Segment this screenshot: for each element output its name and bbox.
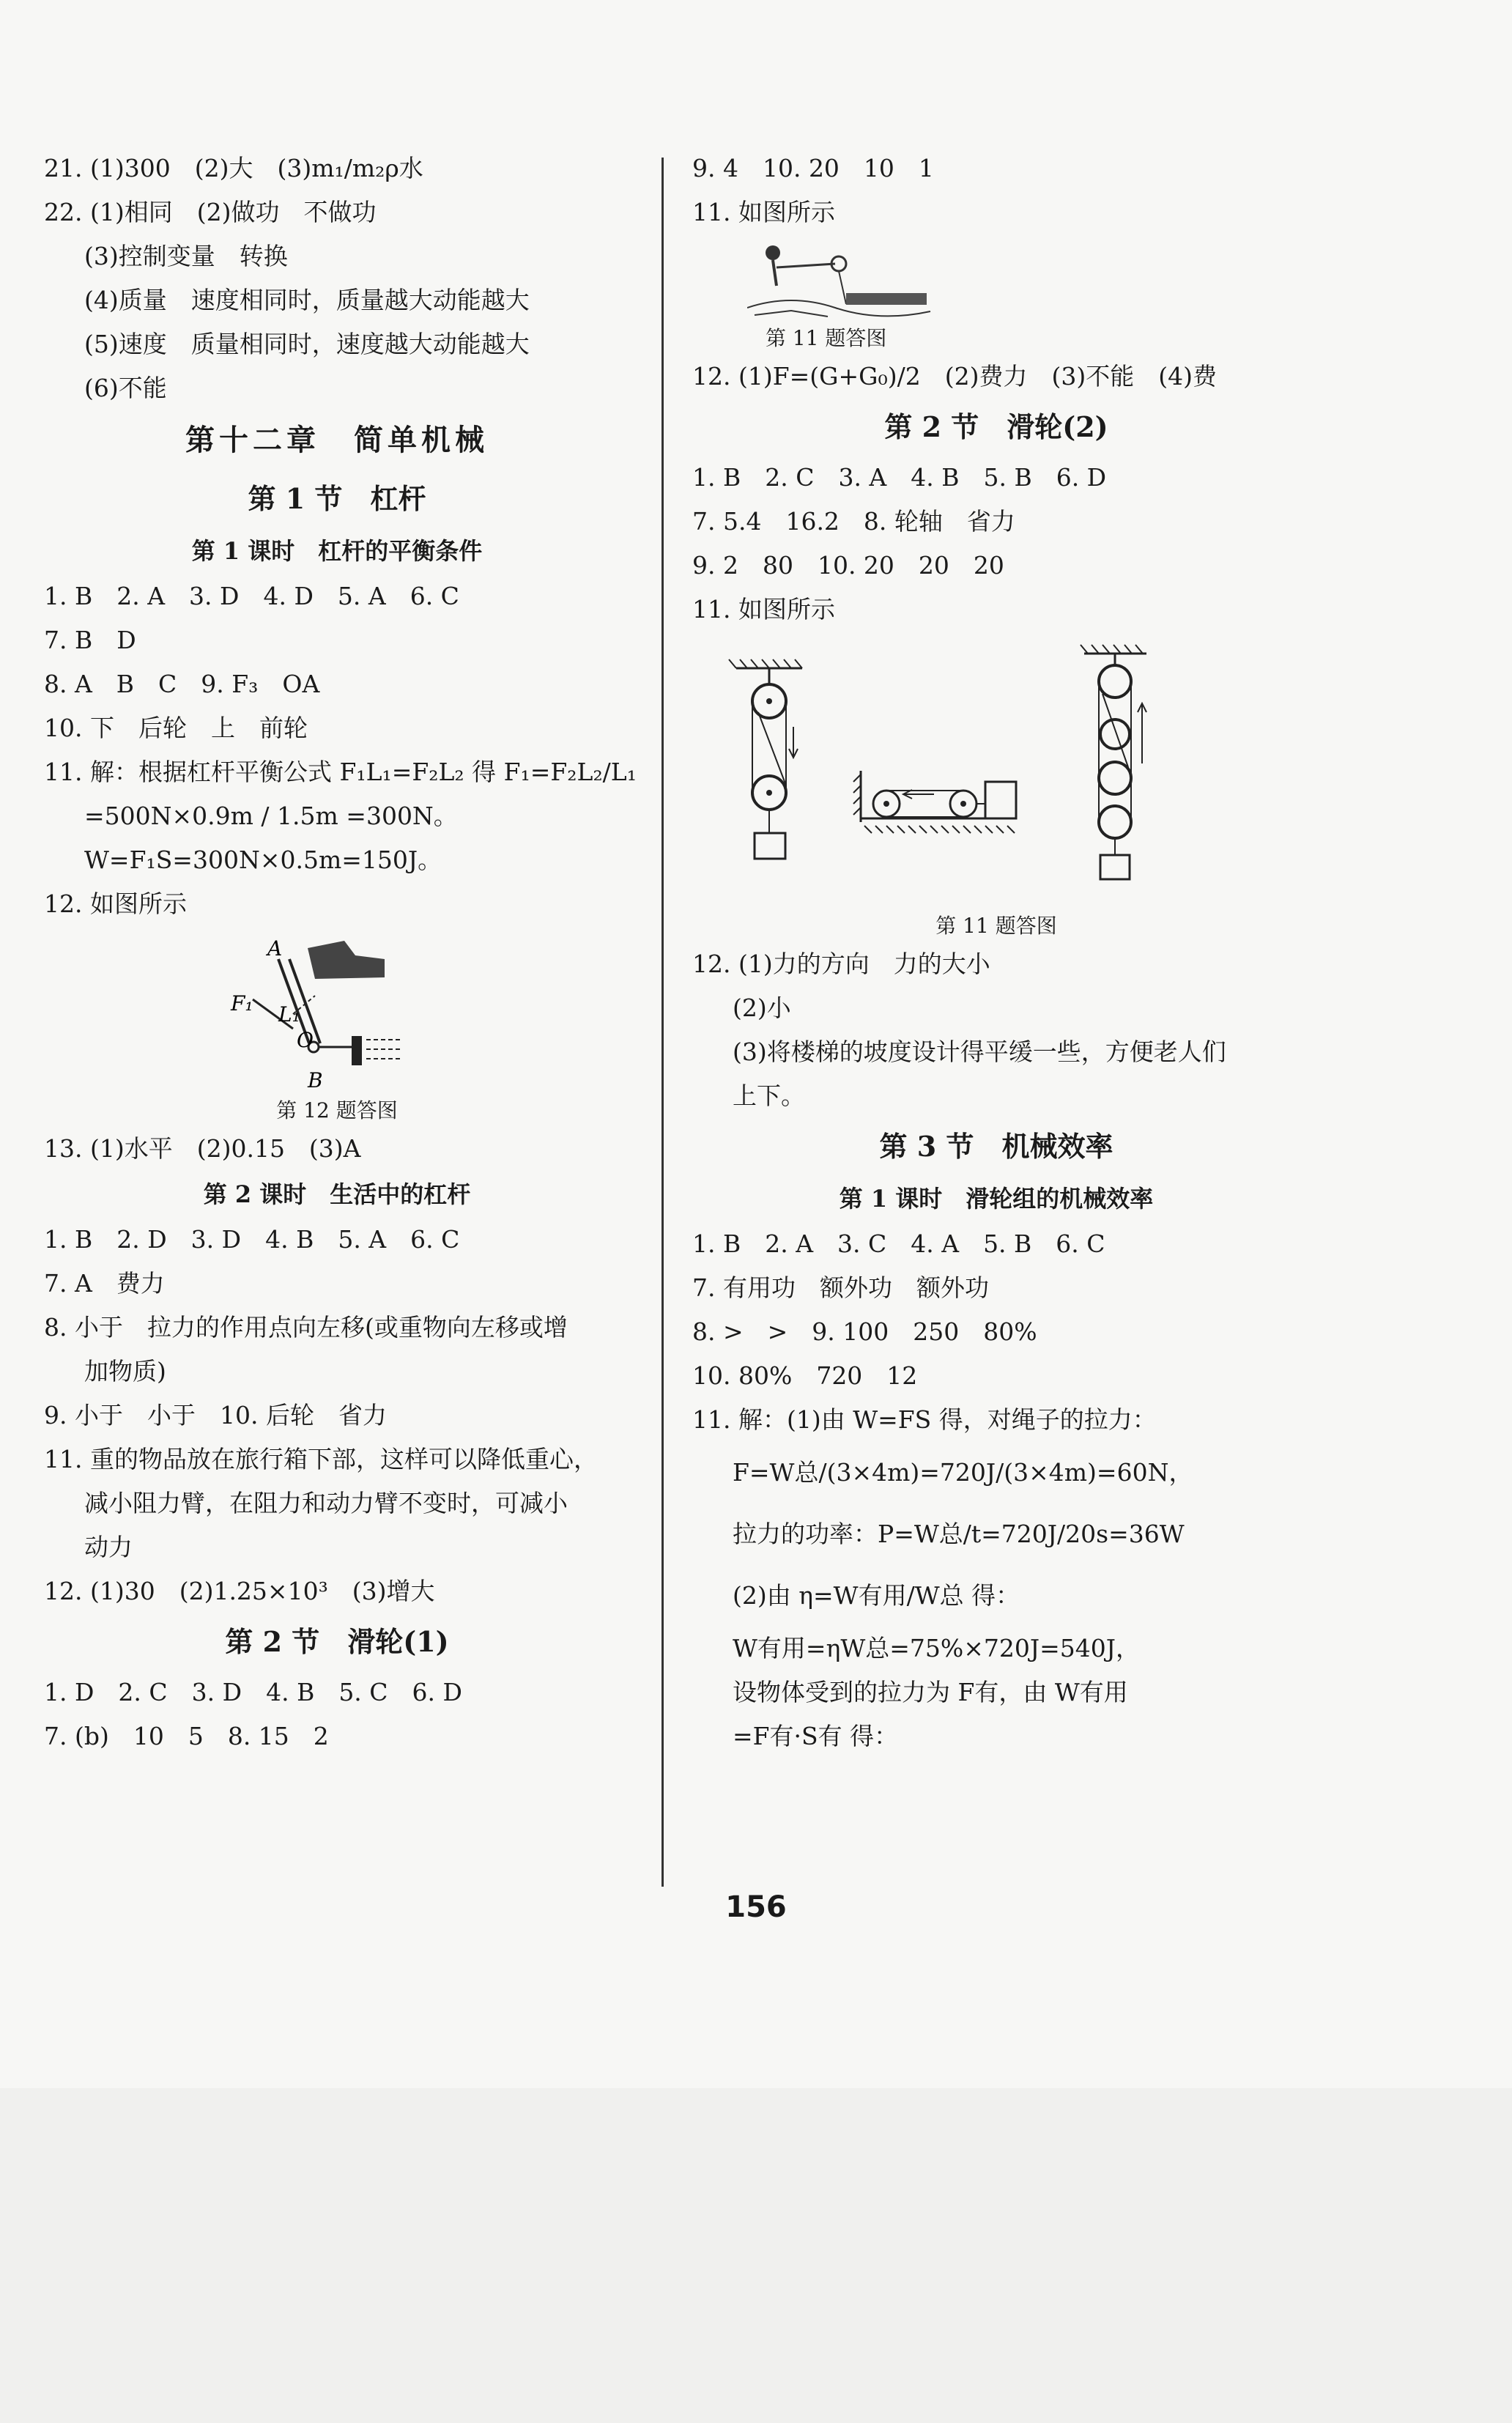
blank-page-area — [0, 2088, 1512, 2423]
answer-line: 7. 5.4 16.2 8. 轮轴 省力 — [692, 507, 1015, 536]
answer-line: 8. 小于 拉力的作用点向左移(或重物向左移或增 — [44, 1313, 568, 1342]
answer-line: 7. (b) 10 5 8. 15 2 — [44, 1722, 329, 1750]
lesson-title: 第 2 课时 生活中的杠杆 — [203, 1180, 471, 1208]
answer-line: (6)不能 — [84, 374, 167, 402]
answer-line: 1. B 2. A 3. C 4. A 5. B 6. C — [692, 1229, 1105, 1258]
answer-line: 7. A 费力 — [44, 1269, 165, 1298]
section-title: 第 1 节 杠杆 — [248, 482, 426, 515]
pulley-systems-diagram — [692, 639, 1249, 910]
answer-line: 拉力的功率：P=W总/t=720J/20s=36W — [733, 1520, 1185, 1548]
left-column — [44, 147, 637, 1758]
answer-line: 22. (1)相同 (2)做功 不做功 — [44, 198, 377, 226]
answer-line: 12. 如图所示 — [44, 889, 187, 918]
answer-line: 1. B 2. D 3. D 4. B 5. A 6. C — [44, 1225, 460, 1254]
lesson-title: 第 1 课时 杠杆的平衡条件 — [191, 537, 483, 565]
chapter-title: 第十二章 简单机械 — [185, 423, 489, 457]
section-title: 第 3 节 机械效率 — [879, 1130, 1113, 1163]
answer-line: 11. 如图所示 — [692, 198, 835, 226]
answer-line: 上下。 — [733, 1081, 805, 1110]
answer-line: 动力 — [84, 1533, 133, 1561]
answer-line: 11. 如图所示 — [692, 595, 835, 624]
column-divider — [662, 158, 664, 1887]
figure-caption: 第 12 题答图 — [276, 1098, 398, 1122]
answer-line: W=F₁S=300N×0.5m=150J。 — [84, 846, 442, 874]
answer-line: 7. B D — [44, 626, 136, 654]
answer-line: W有用=ηW总=75%×720J=540J， — [733, 1634, 1140, 1662]
answer-line: 13. (1)水平 (2)0.15 (3)A — [44, 1134, 361, 1163]
right-column — [692, 147, 1300, 1758]
answer-line: F=W总/(3×4m)=720J/(3×4m)=60N， — [733, 1458, 1193, 1487]
figure-caption: 第 11 题答图 — [766, 326, 887, 350]
figure-caption: 第 11 题答图 — [935, 914, 1057, 938]
lesson-title: 第 1 课时 滑轮组的机械效率 — [839, 1185, 1154, 1213]
answer-line: 设物体受到的拉力为 F有，由 W有用 — [733, 1678, 1128, 1706]
answer-line: 减小阻力臂，在阻力和动力臂不变时，可减小 — [84, 1489, 568, 1517]
answer-line: 12. (1)F=(G+G₀)/2 (2)费力 (3)不能 (4)费 — [692, 362, 1217, 391]
answer-line: 9. 4 10. 20 10 1 — [692, 154, 934, 182]
label-a: A — [267, 936, 283, 961]
label-o: O — [297, 1028, 314, 1052]
answer-line: 7. 有用功 额外功 额外功 — [692, 1273, 989, 1302]
label-f1: F₁ — [231, 991, 253, 1016]
answer-line: (3)将楼梯的坡度设计得平缓一些，方便老人们 — [733, 1037, 1226, 1066]
answer-line: 11. 解：(1)由 W=FS 得，对绳子的拉力： — [692, 1405, 1157, 1434]
answer-line: (5)速度 质量相同时，速度越大动能越大 — [84, 330, 530, 358]
label-l1: L₁ — [278, 1002, 300, 1026]
answer-line: 21. (1)300 (2)大 (3)m₁/m₂ρ水 — [44, 154, 423, 182]
answer-line: 12. (1)30 (2)1.25×10³ (3)增大 — [44, 1577, 435, 1605]
answer-line: (4)质量 速度相同时，质量越大动能越大 — [84, 286, 530, 314]
label-b: B — [308, 1068, 323, 1092]
answer-line: 9. 2 80 10. 20 20 20 — [692, 551, 1004, 580]
answer-line: 10. 下 后轮 上 前轮 — [44, 714, 308, 742]
answer-line: 8. A B C 9. F₃ OA — [44, 670, 320, 698]
answer-line: 11. 重的物品放在旅行箱下部，这样可以降低重心， — [44, 1445, 598, 1473]
answer-line: 11. 解：根据杠杆平衡公式 F₁L₁=F₂L₂ 得 F₁=F₂L₂/L₁ — [44, 758, 637, 786]
answer-line: (2)由 η=W有用/W总 得： — [733, 1581, 1020, 1610]
answer-line: 1. B 2. C 3. A 4. B 5. B 6. D — [692, 463, 1107, 492]
answer-line: (3)控制变量 转换 — [84, 242, 288, 270]
pulley-sketch-diagram — [747, 234, 938, 322]
answer-line: =500N×0.9m / 1.5m =300N。 — [84, 802, 458, 830]
lever-pedal-diagram — [227, 926, 447, 1095]
answer-line: 10. 80% 720 12 — [692, 1361, 918, 1390]
section-title: 第 2 节 滑轮(1) — [225, 1625, 449, 1658]
section-title: 第 2 节 滑轮(2) — [884, 410, 1108, 443]
answer-line: 1. D 2. C 3. D 4. B 5. C 6. D — [44, 1678, 462, 1706]
answer-line: 1. B 2. A 3. D 4. D 5. A 6. C — [44, 582, 459, 610]
page-number: 156 — [725, 1890, 787, 1924]
answer-line: (2)小 — [733, 994, 791, 1022]
answer-line: 8. > > 9. 100 250 80% — [692, 1317, 1037, 1346]
answer-line: 加物质) — [84, 1357, 166, 1386]
answer-line: 9. 小于 小于 10. 后轮 省力 — [44, 1401, 387, 1429]
answer-line: 12. (1)力的方向 力的大小 — [692, 950, 990, 978]
answer-line: =F有·S有 得： — [733, 1722, 899, 1750]
